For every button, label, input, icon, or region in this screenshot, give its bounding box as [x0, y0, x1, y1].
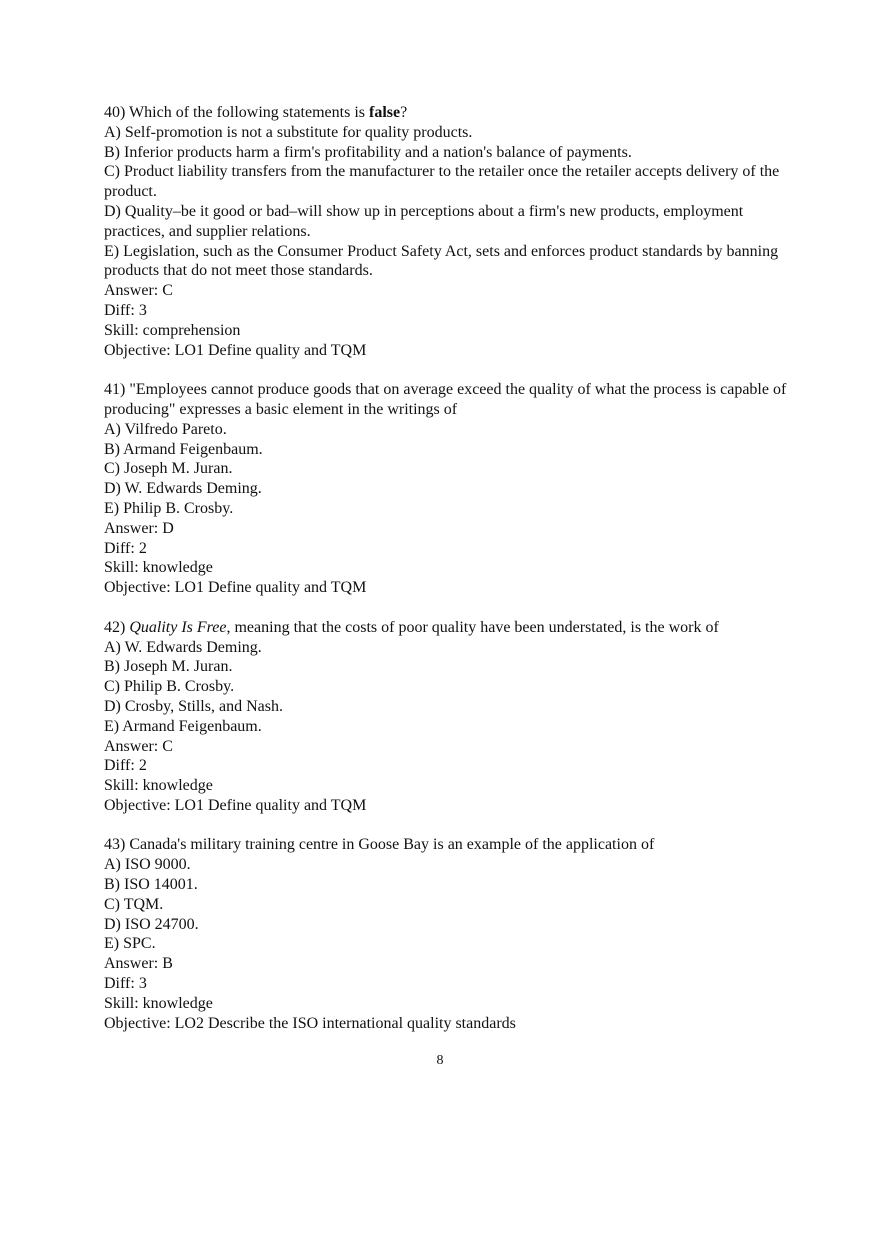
answer-key: Answer: C [104, 282, 173, 300]
objective: Objective: LO1 Define quality and TQM [104, 341, 367, 359]
skill: Skill: comprehension [104, 321, 241, 339]
answer-option: A) ISO 9000. [104, 856, 191, 874]
answer-option: D) Crosby, Stills, and Nash. [104, 697, 283, 715]
question-stem: 43) Canada's military training centre in Goose Bay is an example of the application of [104, 836, 655, 854]
question-block [104, 380, 794, 598]
objective: Objective: LO1 Define quality and TQM [104, 796, 367, 814]
question-block [104, 618, 794, 816]
question-block [104, 103, 794, 360]
skill: Skill: knowledge [104, 559, 213, 577]
stem-text-end: , meaning that the costs of poor quality have been understated, is the work of [226, 618, 719, 636]
objective: Objective: LO2 Describe the ISO international quality standards [104, 1014, 516, 1032]
answer-key: Answer: D [104, 519, 174, 537]
answer-key: Answer: B [104, 955, 173, 973]
difficulty: Diff: 2 [104, 757, 147, 775]
answer-option: C) TQM. [104, 895, 164, 913]
answer-option: D) W. Edwards Deming. [104, 480, 262, 498]
answer-option: E) SPC. [104, 935, 156, 953]
difficulty: Diff: 3 [104, 301, 147, 319]
answer-option: A) Self-promotion is not a substitute for quality products. [104, 123, 473, 141]
answer-option: D) Quality–be it good or bad–will show up in perceptions about a firm's new products, employment practices, and supplier relations. [104, 202, 744, 240]
question-stem [104, 618, 794, 638]
answer-key: Answer: C [104, 737, 173, 755]
stem-text: 42) [104, 618, 130, 636]
answer-option: B) Armand Feigenbaum. [104, 440, 263, 458]
question-stem: 41) "Employees cannot produce goods that on average exceed the quality of what the process is capable of producing" expresses a basic element in the writings of [104, 381, 787, 418]
answer-option: D) ISO 24700. [104, 915, 199, 933]
answer-option: B) Joseph M. Juran. [104, 658, 233, 676]
answer-option: E) Armand Feigenbaum. [104, 717, 262, 735]
stem-text: 40) Which of the following statements is [104, 104, 369, 121]
stem-text-end: ? [400, 104, 408, 121]
question-block [104, 835, 794, 1033]
stem-emphasis-bold: false [369, 104, 401, 121]
answer-option: E) Philip B. Crosby. [104, 499, 234, 517]
objective: Objective: LO1 Define quality and TQM [104, 579, 367, 597]
skill: Skill: knowledge [104, 777, 213, 795]
page-number: 8 [436, 1053, 444, 1068]
answer-option: B) ISO 14001. [104, 876, 198, 894]
skill: Skill: knowledge [104, 994, 213, 1012]
question-stem [104, 103, 794, 123]
answer-option: B) Inferior products harm a firm's profitability and a nation's balance of payments. [104, 143, 632, 161]
answer-option: A) W. Edwards Deming. [104, 638, 262, 656]
difficulty: Diff: 2 [104, 539, 147, 557]
answer-option: A) Vilfredo Pareto. [104, 420, 227, 438]
stem-emphasis-italic: Quality Is Free [129, 618, 227, 636]
answer-option: E) Legislation, such as the Consumer Product Safety Act, sets and enforces product standards by banning products that do not meet those standards. [104, 242, 779, 280]
document-page [104, 103, 794, 1053]
answer-option: C) Product liability transfers from the manufacturer to the retailer once the retailer accepts delivery of the product. [104, 163, 780, 201]
answer-option: C) Joseph M. Juran. [104, 460, 233, 478]
answer-option: C) Philip B. Crosby. [104, 678, 235, 696]
difficulty: Diff: 3 [104, 975, 147, 993]
